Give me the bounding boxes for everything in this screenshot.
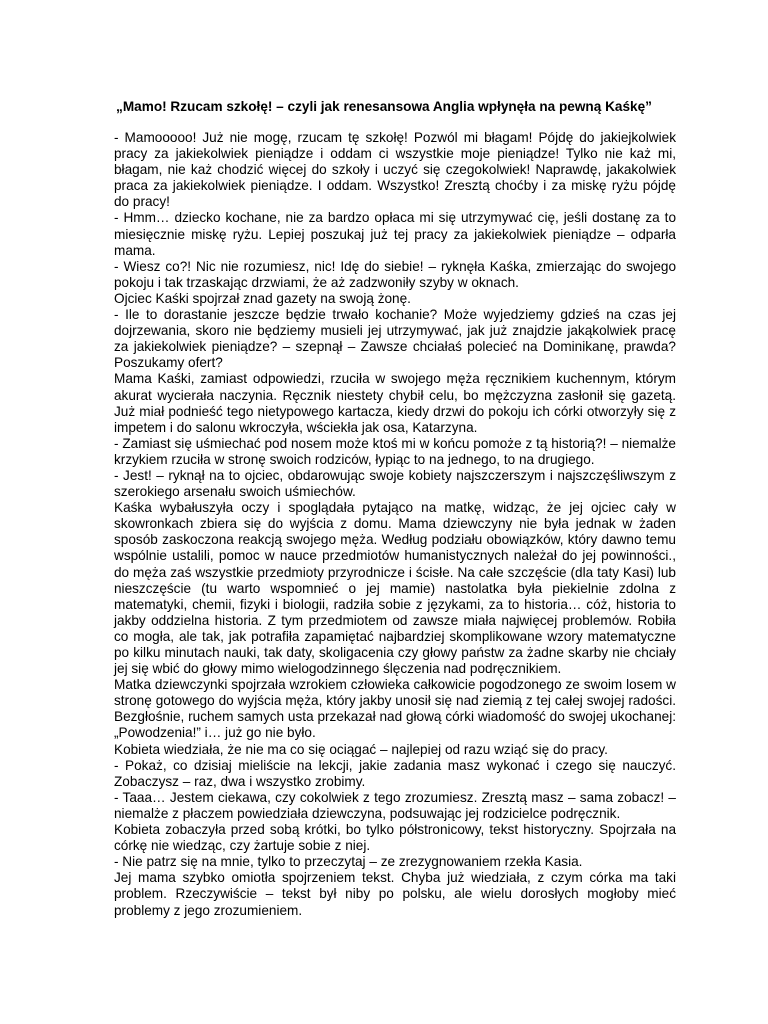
document-body xyxy=(114,130,676,919)
paragraph: - Wiesz co?! Nic nie rozumiesz, nic! Idę do siebie! – ryknęła Kaśka, zmierzając do swojego pokoju i tak trzaskając drzwiami, że aż zadzwoniły szyby w oknach. xyxy=(114,258,676,290)
paragraph: - Pokaż, co dzisiaj mieliście na lekcji, jakie zadania masz wykonać i czego się nauczyć. Zobaczysz – raz, dwa i wszystko zrobimy. xyxy=(114,757,676,789)
paragraph: - Jest! – ryknął na to ojciec, obdarowując swoje kobiety najszczerszym i najszczęśliwszym z szerokiego arsenału swoich uśmiechów. xyxy=(114,467,676,500)
paragraph: - Taaa… Jestem ciekawa, czy cokolwiek z tego zrozumiesz. Zresztą masz – sama zobacz! – niemalże z płaczem powiedziała dziewczyna, podsuwając jej rodzicielce podręcznik. xyxy=(114,789,676,821)
paragraph: - Hmm… dziecko kochane, nie za bardzo opłaca mi się utrzymywać cię, jeśli dostanę za to miesięcznie miskę ryżu. Lepiej poszukaj już tej pracy za jakiekolwiek pieniądze – odparła mama. xyxy=(114,210,676,258)
paragraph: Kobieta wiedziała, że nie ma co się ociągać – najlepiej od razu wziąć się do pracy. xyxy=(114,741,608,757)
paragraph: Jej mama szybko omiotła spojrzeniem tekst. Chyba już wiedziała, z czym córka ma taki problem. Rzeczywiście – tekst był niby po polsku, ale wielu dorosłych mogłoby mieć problemy z jego zrozumieniem. xyxy=(114,870,676,918)
paragraph: Mama Kaśki, zamiast odpowiedzi, rzuciła w swojego męża ręcznikiem kuchennym, którym akurat wycierała naczynia. Ręcznik niestety chybił celu, bo mężczyzna zasłonił się gazetą. Już miał podnieść tego nietypowego kartacza, kiedy drzwi do pokoju ich córki otworzyły się z impetem i do salonu wkroczyła, wściekła jak osa, Katarzyna. xyxy=(114,371,676,435)
paragraph: - Mamooooo! Już nie mogę, rzucam tę szkołę! Pozwól mi błagam! Pójdę do jakiejkolwiek pracy za jakiekolwiek pieniądze i oddam ci wszystkie moje pieniądze! Tylko nie każ mi, błagam, nie każ chodzić więcej do szkoły i uczyć się czegokolwiek! Naprawdę, jakakolwiek praca za jakiekolwiek pieniądze. I oddam. Wszystko! Zresztą choćby i za miskę ryżu pójdę do pracy! xyxy=(114,130,676,210)
paragraph: - Ile to dorastanie jeszcze będzie trwało kochanie? Może wyjedziemy gdzieś na czas jej dojrzewania, skoro nie będziemy musieli jej utrzymywać, jak już znajdzie jakąkolwiek pracę za jakiekolwiek pieniądze? – szepnął – Zawsze chciałaś polecieć na Dominikanę, prawda? Poszukamy ofert? xyxy=(114,307,676,371)
paragraph: - Nie patrz się na mnie, tylko to przeczytaj – ze zrezygnowaniem rzekła Kasia. xyxy=(114,854,583,870)
paragraph: Kobieta zobaczyła przed sobą krótki, bo tylko półstronicowy, tekst historyczny. Spojrzała na córkę nie wiedząc, czy żartuje sobie z niej. xyxy=(114,822,676,854)
document-title: „Mamo! Rzucam szkołę! – czyli jak renesansowa Anglia wpłynęła na pewną Kaśkę” xyxy=(116,99,652,114)
paragraph: Ojciec Kaśki spojrzał znad gazety na swoją żonę. xyxy=(114,290,411,306)
paragraph: Kaśka wybałuszyła oczy i spoglądała pytająco na matkę, widząc, że jej ojciec cały w skowronkach zbiera się do wyjścia z domu. Mama dziewczyny nie była jednak w żaden sposób zaskoczona reakcją swojego męża. Według podziału obowiązków, który dawno temu wspólnie ustalili, pomoc w nauce przedmiotów humanistycznych należał do jej powinności., do męża zaś wszystkie przedmioty przyrodnicze i ścisłe. Na całe szczęście (dla taty Kasi) lub nieszczęście (tu warto wspomnieć o jej mamie) nastolatka była piekielnie zdolna z matematyki, chemii, fizyki i biologii, radziła sobie z językami, za to historia… cóż, historia to jakby oddzielna historia. Z tym przedmiotem od zawsze miała najwięcej problemów. Robiła co mogła, ale tak, jak potrafiła zapamiętać najbardziej skomplikowane wzory matematyczne po kilku minutach nauki, tak daty, skoligacenia czy głowy państw za żadne skarby nie chciały jej się wbić do głowy mimo wielogodzinnego ślęczenia nad podręcznikiem. xyxy=(114,500,676,677)
paragraph: - Zamiast się uśmiechać pod nosem może ktoś mi w końcu pomoże z tą historią?! – niemalże krzykiem rzuciła w stronę swoich rodziców, łypiąc to na jednego, to na drugiego. xyxy=(114,435,676,467)
paragraph: Matka dziewczynki spojrzała wzrokiem człowieka całkowicie pogodzonego ze swoim losem w stronę gotowego do wyjścia męża, który jakby unosił się nad ziemią z tej całej swojej radości. Bezgłośnie, ruchem samych usta przekazał nad głową córki wiadomość do swojej ukochanej: „Powodzenia!” i… już go nie było. xyxy=(114,677,676,741)
